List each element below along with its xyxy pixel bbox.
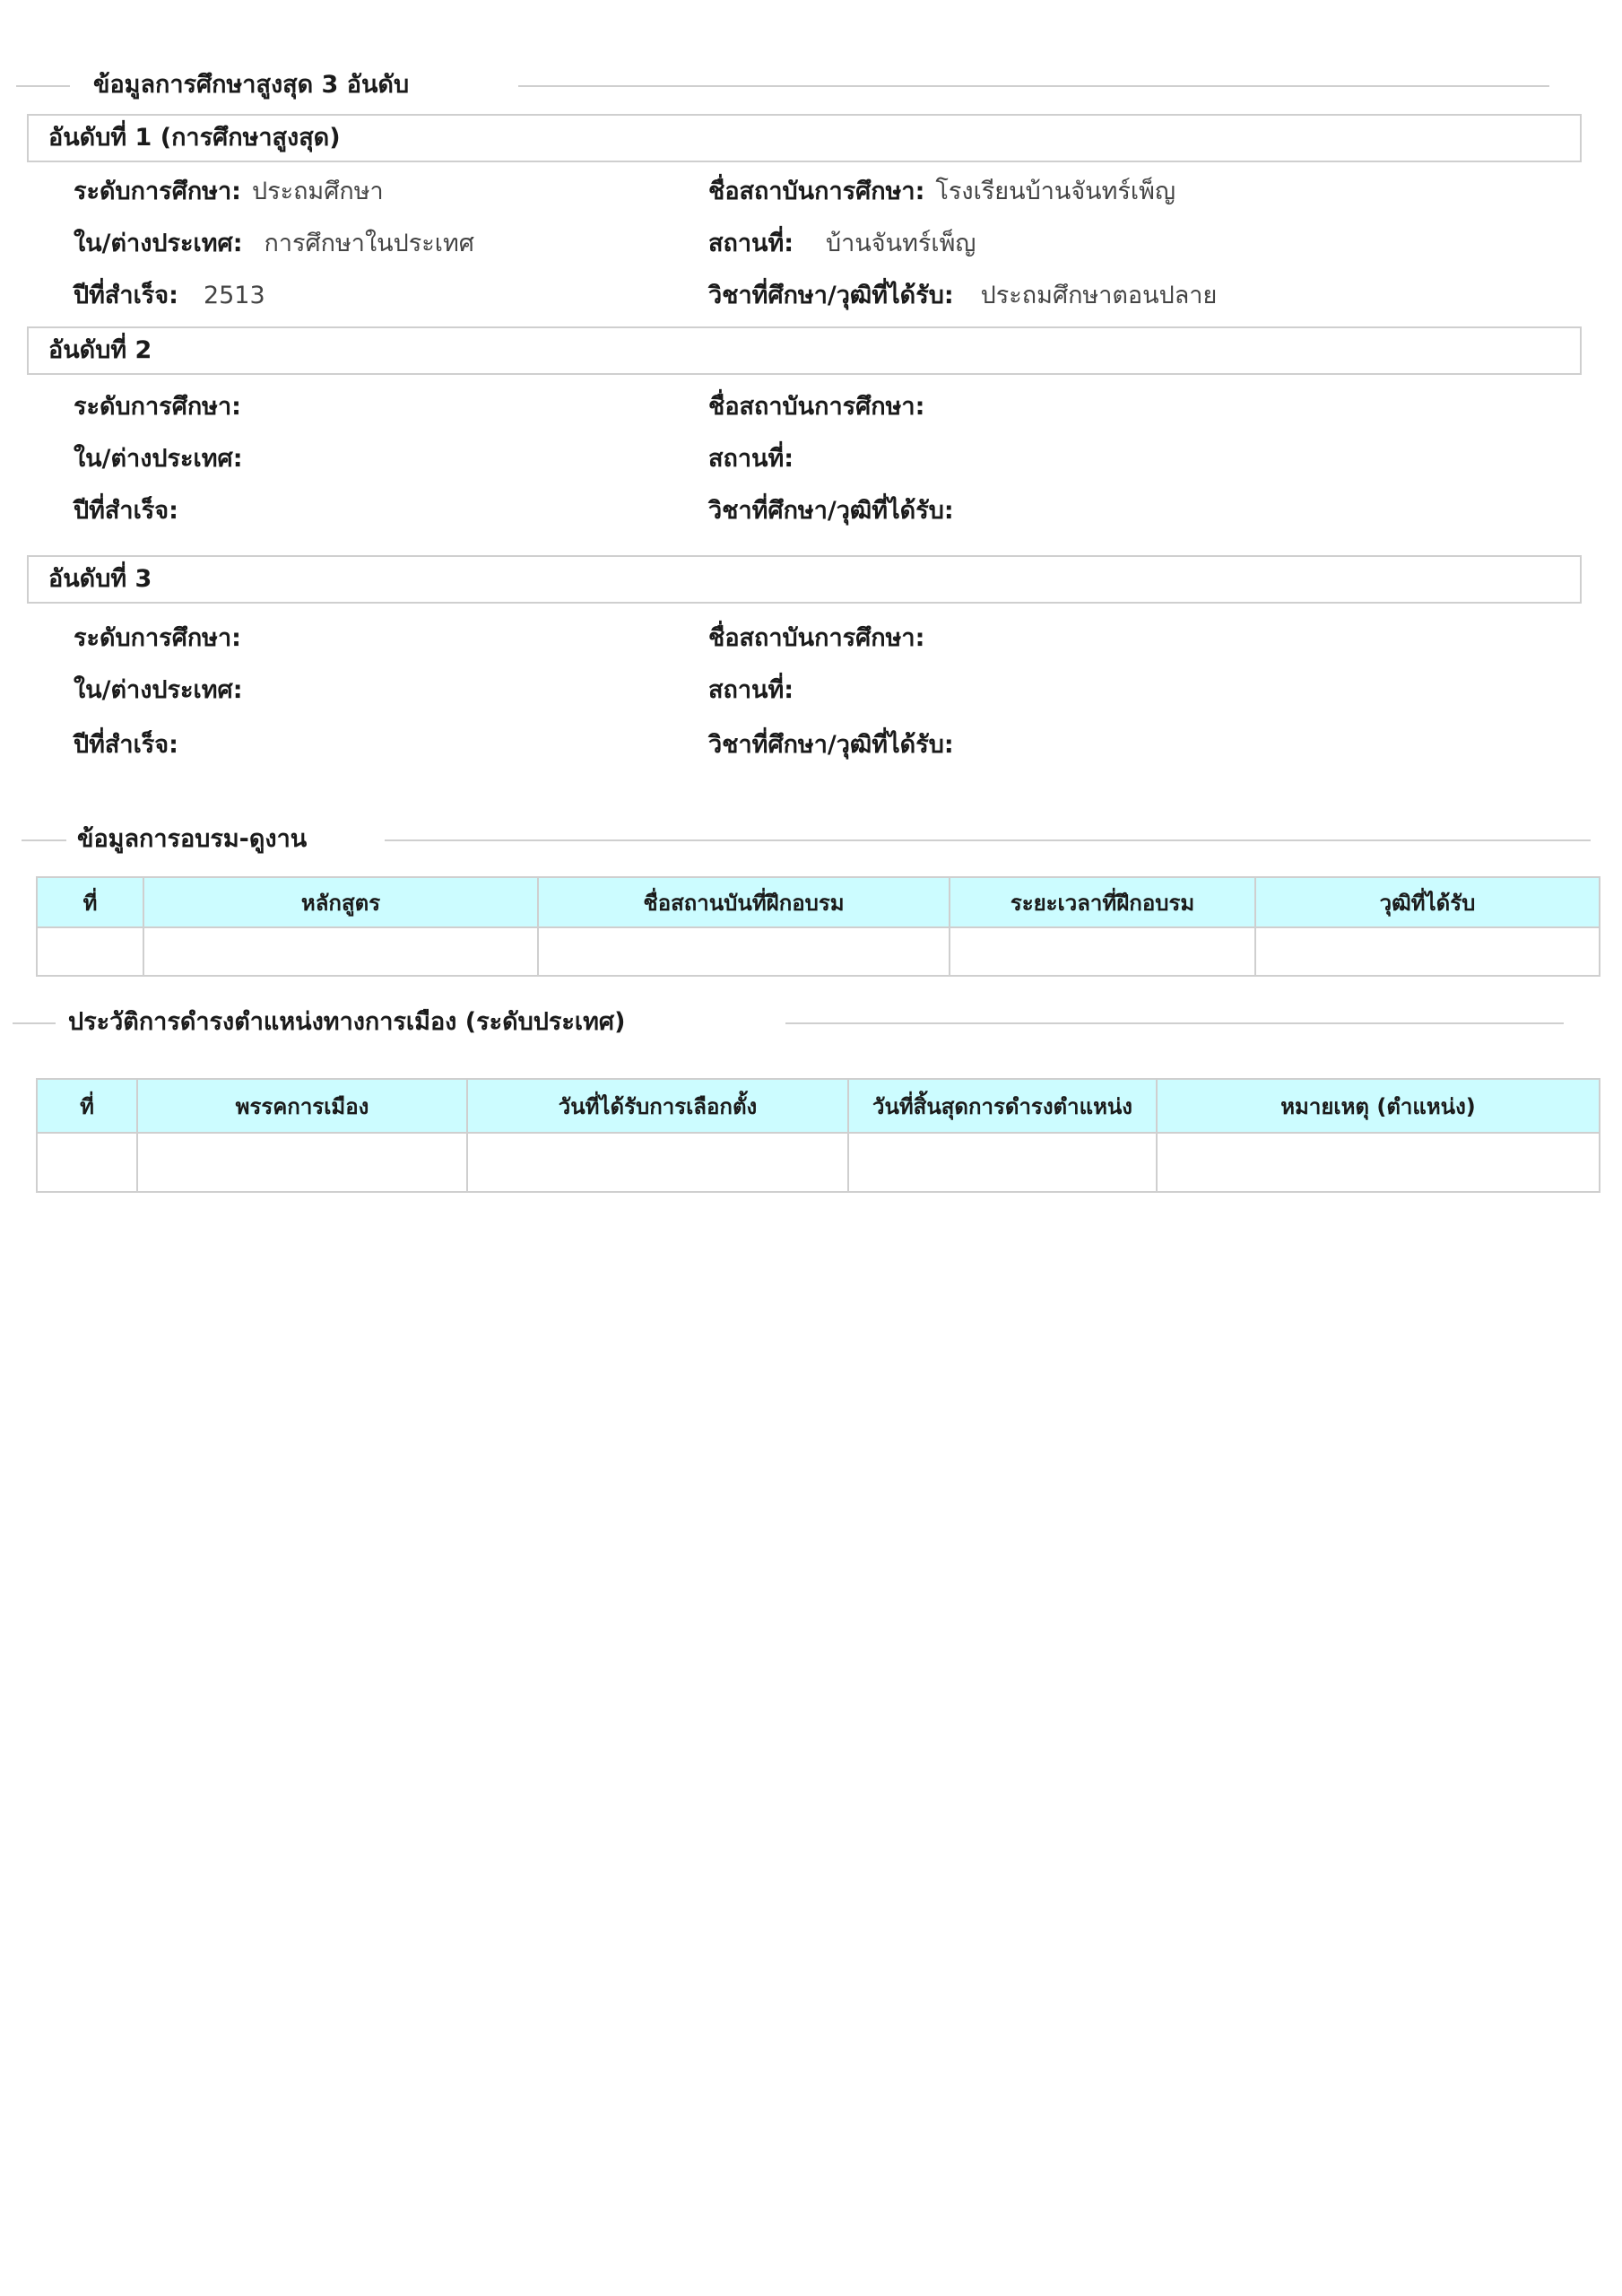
field-value: ประถมศึกษา (251, 178, 384, 205)
field-label: สถานที่: (708, 676, 794, 704)
rank-2-heading: อันดับที่ 2 (27, 326, 1582, 375)
column-header-no: ที่ (37, 877, 143, 927)
column-header-end-date: วันที่สิ้นสุดการดำรงตำแหน่ง (848, 1079, 1157, 1133)
rank-3-place (708, 673, 804, 709)
field-label: ปีที่สำเร็จ: (74, 731, 178, 759)
table-cell (1157, 1133, 1600, 1192)
rank-3-major (708, 727, 965, 763)
field-label: วิชาที่ศึกษา/วุฒิที่ได้รับ: (708, 282, 954, 309)
column-header-remarks: หมายเหตุ (ตำแหน่ง) (1157, 1079, 1600, 1133)
field-label: วิชาที่ศึกษา/วุฒิที่ได้รับ: (708, 731, 954, 759)
field-label: ใน/ต่างประเทศ: (74, 676, 243, 704)
divider (785, 1022, 1564, 1024)
rank-3-year (74, 727, 189, 763)
field-value: บ้านจันทร์เพ็ญ (826, 230, 976, 257)
table-cell (467, 1133, 848, 1192)
political-section-title: ประวัติการดำรงตำแหน่งทางการเมือง (ระดับประเทศ) (68, 1008, 626, 1036)
field-label: ระดับการศึกษา: (74, 178, 241, 205)
field-label: ใน/ต่างประเทศ: (74, 230, 243, 257)
education-section-title: ข้อมูลการศึกษาสูงสุด 3 อันดับ (93, 71, 410, 99)
column-header-duration: ระยะเวลาที่ฝึกอบรม (950, 877, 1255, 927)
divider (16, 85, 70, 87)
column-header-institute: ชื่อสถานบันที่ฝึกอบรม (538, 877, 950, 927)
column-header-course: หลักสูตร (143, 877, 538, 927)
field-label: ระดับการศึกษา: (74, 393, 241, 421)
rank-1-year (74, 278, 265, 314)
education-section-header (16, 67, 1549, 103)
field-label: ชื่อสถาบันการศึกษา: (708, 393, 925, 421)
field-value: โรงเรียนบ้านจันทร์เพ็ญ (935, 178, 1175, 205)
table-cell (848, 1133, 1157, 1192)
rank-3-level (74, 621, 252, 657)
rank-3-heading: อันดับที่ 3 (27, 555, 1582, 604)
political-section-header (13, 1004, 1564, 1040)
divider (22, 839, 66, 841)
table-cell (37, 1133, 137, 1192)
rank-2-institution (708, 389, 935, 425)
table-cell (950, 927, 1255, 976)
rank-1-location-type (74, 226, 474, 262)
field-label: สถานที่: (708, 445, 794, 473)
table-cell (37, 927, 143, 976)
rank-2-location-type (74, 441, 254, 477)
table-header-row (37, 1079, 1600, 1133)
field-value: 2513 (203, 282, 265, 309)
rank-2-level (74, 389, 252, 425)
column-header-party: พรรคการเมือง (137, 1079, 467, 1133)
training-table (36, 876, 1600, 977)
table-cell (538, 927, 950, 976)
divider (518, 85, 1549, 87)
field-value: การศึกษาในประเทศ (264, 230, 474, 257)
column-header-elected-date: วันที่ได้รับการเลือกตั้ง (467, 1079, 848, 1133)
field-label: ใน/ต่างประเทศ: (74, 445, 243, 473)
rank-1-heading: อันดับที่ 1 (การศึกษาสูงสุด) (27, 114, 1582, 162)
field-label: ชื่อสถาบันการศึกษา: (708, 624, 925, 652)
table-cell (1255, 927, 1600, 976)
field-label: ปีที่สำเร็จ: (74, 497, 178, 525)
field-label: ชื่อสถาบันการศึกษา: (708, 178, 925, 205)
rank-1-place (708, 226, 976, 262)
divider (385, 839, 1591, 841)
rank-3-institution (708, 621, 935, 657)
rank-1-major (708, 278, 1217, 314)
table-header-row (37, 877, 1600, 927)
table-row (37, 927, 1600, 976)
field-label: สถานที่: (708, 230, 794, 257)
field-label: ปีที่สำเร็จ: (74, 282, 178, 309)
training-section-title: ข้อมูลการอบรม-ดูงาน (77, 825, 308, 853)
divider (13, 1022, 56, 1024)
table-cell (143, 927, 538, 976)
rank-2-major (708, 493, 965, 529)
field-label: วิชาที่ศึกษา/วุฒิที่ได้รับ: (708, 497, 954, 525)
rank-2-place (708, 441, 804, 477)
rank-1-level (74, 174, 384, 210)
rank-1-institution (708, 174, 1175, 210)
rank-3-location-type (74, 673, 254, 709)
field-value: ประถมศึกษาตอนปลาย (980, 282, 1218, 309)
political-table (36, 1078, 1600, 1193)
rank-2-year (74, 493, 189, 529)
field-label: ระดับการศึกษา: (74, 624, 241, 652)
column-header-qualification: วุฒิที่ได้รับ (1255, 877, 1600, 927)
column-header-no: ที่ (37, 1079, 137, 1133)
table-row (37, 1133, 1600, 1192)
table-cell (137, 1133, 467, 1192)
training-section-header (22, 822, 1591, 857)
